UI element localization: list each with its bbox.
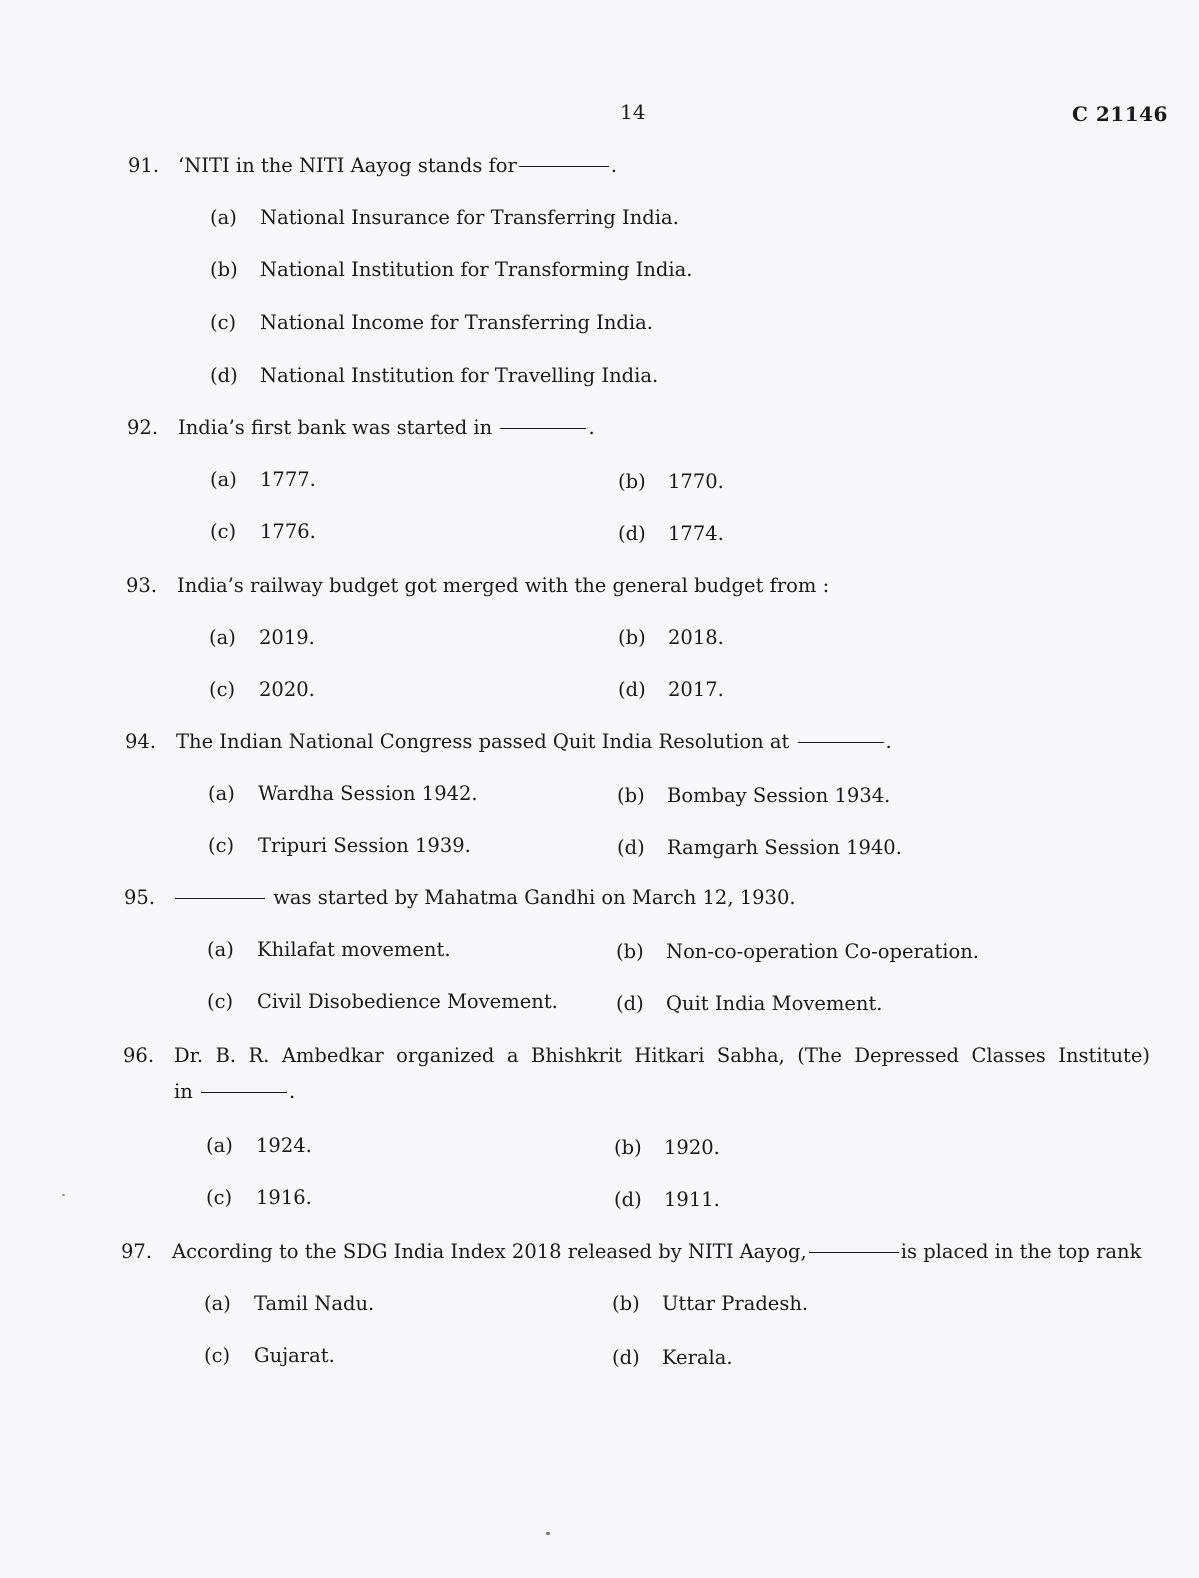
question-text: India’s first bank was started in . xyxy=(178,416,595,439)
option-96-d[interactable]: (d) 1911. xyxy=(614,1188,720,1211)
option-91-b[interactable]: (b) National Institution for Transforming India. xyxy=(210,258,693,281)
answer-blank xyxy=(519,166,609,167)
option-95-c[interactable]: (c) Civil Disobedience Movement. xyxy=(207,990,558,1013)
option-92-a[interactable]: (a) 1777. xyxy=(210,468,316,491)
option-94-d[interactable]: (d) Ramgarh Session 1940. xyxy=(617,836,902,859)
question-number: 94. xyxy=(125,730,157,753)
answer-blank xyxy=(201,1092,287,1093)
question-number: 97. xyxy=(121,1240,153,1263)
option-97-c[interactable]: (c) Gujarat. xyxy=(204,1344,335,1367)
option-93-a[interactable]: (a) 2019. xyxy=(209,626,315,649)
option-91-a[interactable]: (a) National Insurance for Transferring India. xyxy=(210,206,679,229)
option-94-a[interactable]: (a) Wardha Session 1942. xyxy=(208,782,478,805)
question-text: The Indian National Congress passed Quit India Resolution at . xyxy=(176,730,892,753)
option-93-c[interactable]: (c) 2020. xyxy=(209,678,315,701)
option-97-d[interactable]: (d) Kerala. xyxy=(612,1346,733,1369)
question-text-line-1: Dr. B. R. Ambedkar organized a Bhishkrit Hitkari Sabha, (The Depressed Classes Institute) xyxy=(174,1044,1150,1067)
question-number: 93. xyxy=(126,574,158,597)
option-93-d[interactable]: (d) 2017. xyxy=(618,678,724,701)
question-text: India’s railway budget got merged with the general budget from : xyxy=(177,574,830,597)
answer-blank xyxy=(798,742,884,743)
question-text: ‘NITI in the NITI Aayog stands for . xyxy=(178,154,618,177)
question-text-line-2: in . xyxy=(174,1080,296,1103)
option-96-b[interactable]: (b) 1920. xyxy=(614,1136,720,1159)
bleed-through-text xyxy=(700,168,704,184)
scan-speck xyxy=(546,1532,550,1535)
option-92-d[interactable]: (d) 1774. xyxy=(618,522,724,545)
paper-code: C 21146 xyxy=(1072,102,1168,126)
question-number: 92. xyxy=(127,416,159,439)
option-92-c[interactable]: (c) 1776. xyxy=(210,520,316,543)
option-97-b[interactable]: (b) Uttar Pradesh. xyxy=(612,1292,809,1315)
option-95-d[interactable]: (d) Quit India Movement. xyxy=(616,992,883,1015)
option-97-a[interactable]: (a) Tamil Nadu. xyxy=(204,1292,375,1315)
option-95-a[interactable]: (a) Khilafat movement. xyxy=(207,938,451,961)
option-93-b[interactable]: (b) 2018. xyxy=(618,626,724,649)
option-94-b[interactable]: (b) Bombay Session 1934. xyxy=(617,784,891,807)
option-92-b[interactable]: (b) 1770. xyxy=(618,470,724,493)
question-number: 95. xyxy=(124,886,156,909)
page-number: 14 xyxy=(620,100,646,124)
question-text: was started by Mahatma Gandhi on March 12, 1930. xyxy=(175,886,796,909)
answer-blank xyxy=(809,1252,899,1253)
answer-blank xyxy=(175,898,265,899)
option-91-c[interactable]: (c) National Income for Transferring India. xyxy=(210,311,653,334)
answer-blank xyxy=(500,428,586,429)
option-94-c[interactable]: (c) Tripuri Session 1939. xyxy=(208,834,471,857)
question-number: 96. xyxy=(123,1044,155,1067)
question-text: According to the SDG India Index 2018 released by NITI Aayog, is placed in the top rank xyxy=(172,1240,1142,1263)
question-number: 91. xyxy=(128,154,160,177)
option-96-a[interactable]: (a) 1924. xyxy=(206,1134,312,1157)
option-96-c[interactable]: (c) 1916. xyxy=(206,1186,312,1209)
option-95-b[interactable]: (b) Non-co-operation Co-operation. xyxy=(616,940,980,963)
option-91-d[interactable]: (d) National Institution for Travelling India. xyxy=(210,364,659,387)
scan-speck xyxy=(62,1194,65,1196)
